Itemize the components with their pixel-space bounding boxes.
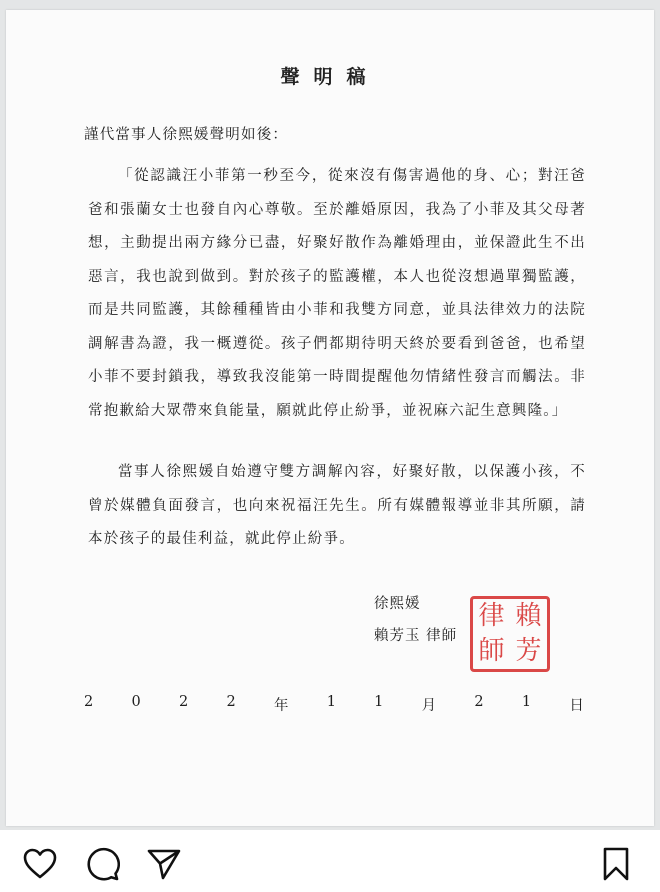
seal-char: 芳	[515, 636, 542, 666]
heart-icon	[22, 846, 58, 882]
date-digit: 2	[178, 694, 189, 710]
date-digit: 1	[374, 694, 384, 710]
date-digit: 2	[474, 694, 484, 710]
lawyer-name: 賴芳玉 律師	[374, 628, 458, 644]
comment-button[interactable]	[84, 846, 120, 882]
lawyer-seal-stamp	[470, 596, 550, 672]
like-button[interactable]	[22, 846, 58, 882]
date-digit: 1	[521, 694, 532, 710]
share-button[interactable]	[146, 846, 182, 882]
date-month-label: 月	[421, 698, 437, 714]
statement-paragraph-2: 當事人徐熙媛自始遵守雙方調解內容，好聚好散，以保護小孩，不曾於媒體負面發言，也向來祝福汪先生。所有媒體報導並非其所願，請本於孩子的最佳利益，就此停止紛爭。	[88, 464, 586, 547]
post-action-bar	[0, 840, 660, 892]
date-digit: 2	[84, 694, 94, 710]
statement-date	[84, 694, 584, 715]
statement-paragraph-1: 「從認識汪小菲第一秒至今，從來沒有傷害過他的身、心；對汪爸爸和張蘭女士也發自內心尊敬。至於離婚原因，我為了小菲及其父母著想，主動提出兩方緣分已盡，好聚好散作為離婚理由，並保證此生不出惡言，我也說到做到。對於孩子的監護權，本人也從沒想過單獨監護，而是共同監護，其餘種種皆由小菲和我雙方同意，並具法律效力的法院調解書為證，我一概遵從。孩子們都期待明天終於要看到爸爸，也希望小菲不要封鎖我，導致我沒能第一時間提醒他勿情緒性發言而觸法。非常抱歉給大眾帶來負能量，願就此停止紛爭，並祝麻六記生意興隆。」	[88, 168, 586, 419]
date-digit: 1	[326, 694, 336, 710]
save-button[interactable]	[598, 846, 634, 882]
signer-name: 徐熙媛	[374, 596, 421, 612]
date-year-label: 年	[273, 698, 289, 714]
date-digit: 0	[131, 694, 141, 710]
date-digit: 2	[226, 694, 236, 710]
statement-addressee: 謹代當事人徐熙媛聲明如後：	[84, 127, 289, 143]
send-icon	[146, 846, 182, 882]
bookmark-icon	[598, 846, 634, 882]
seal-char: 律	[478, 601, 505, 631]
date-day-label: 日	[569, 698, 584, 714]
seal-char: 賴	[515, 601, 542, 631]
seal-char: 師	[478, 636, 505, 666]
statement-title: 聲明稿	[280, 66, 380, 88]
comment-icon	[84, 846, 120, 882]
